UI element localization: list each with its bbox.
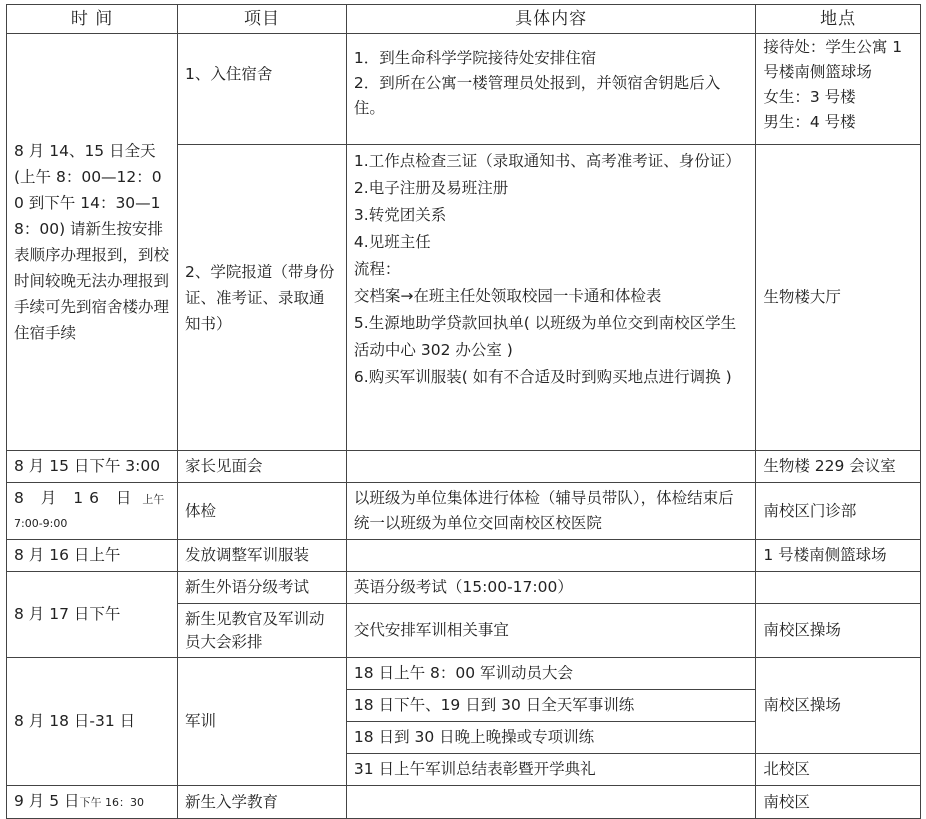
content-cell: 以班级为单位集体进行体检（辅导员带队），体检结束后统一以班级为单位交回南校区校医院 xyxy=(346,483,755,540)
location-cell-dorm xyxy=(756,34,921,145)
table-row xyxy=(7,540,921,572)
content-line: 6.购买军训服装( 如有不合适及时到购买地点进行调换 ) xyxy=(353,368,732,386)
content-cell xyxy=(346,786,755,819)
content-line: 4.见班主任 xyxy=(353,233,431,251)
time-cell xyxy=(7,786,178,819)
time-cell xyxy=(7,483,178,540)
item-cell-dorm: 1、入住宿舍 xyxy=(178,34,347,145)
time-detail: 上午 7:00-9:00 xyxy=(14,493,165,530)
content-line: 2．到所在公寓一楼管理员处报到，并领宿舍钥匙后入住。 xyxy=(353,74,721,117)
orientation-schedule-table xyxy=(6,4,921,819)
header-content: 具体内容 xyxy=(346,5,755,34)
content-cell: 18 日上午 8：00 军训动员大会 xyxy=(346,658,755,690)
time-cell: 8 月 17 日下午 xyxy=(7,572,178,658)
content-cell: 英语分级考试（15:00-17:00） xyxy=(346,572,755,604)
time-cell: 8 月 15 日下午 3:00 xyxy=(7,451,178,483)
content-cell: 31 日上午军训总结表彰暨开学典礼 xyxy=(346,754,755,786)
location-cell: 南校区操场 xyxy=(756,658,921,754)
content-line: 1.工作点检查三证（录取通知书、高考准考证、身份证） xyxy=(353,152,741,170)
location-line: 男生：4 号楼 xyxy=(763,113,856,131)
header-row xyxy=(7,5,921,34)
time-main: 9 月 5 日 xyxy=(14,792,80,810)
location-cell xyxy=(756,572,921,604)
content-cell-dorm xyxy=(346,34,755,145)
header-location: 地点 xyxy=(756,5,921,34)
time-detail: 下午 16：30 xyxy=(79,796,145,809)
content-cell xyxy=(346,451,755,483)
item-cell: 新生入学教育 xyxy=(178,786,347,819)
time-cell: 8 月 18 日-31 日 xyxy=(7,658,178,786)
location-cell: 1 号楼南侧篮球场 xyxy=(756,540,921,572)
table-row xyxy=(7,451,921,483)
content-cell: 交代安排军训相关事宜 xyxy=(346,604,755,658)
content-line: 流程： xyxy=(353,260,401,278)
content-cell: 18 日到 30 日晚上晚操或专项训练 xyxy=(346,722,755,754)
item-cell: 体检 xyxy=(178,483,347,540)
item-cell: 家长见面会 xyxy=(178,451,347,483)
location-cell: 南校区 xyxy=(756,786,921,819)
table-row xyxy=(7,572,921,604)
time-main: 8 月 16 日 xyxy=(14,489,138,507)
table-row xyxy=(7,34,921,145)
location-cell: 生物楼 229 会议室 xyxy=(756,451,921,483)
header-item: 项目 xyxy=(178,5,347,34)
content-cell-college xyxy=(346,145,755,451)
content-line: 交档案→在班主任处领取校园一卡通和体检表 xyxy=(353,287,662,305)
content-line: 2.电子注册及易班注册 xyxy=(353,179,509,197)
table-row xyxy=(7,658,921,690)
table-row xyxy=(7,786,921,819)
item-cell: 军训 xyxy=(178,658,347,786)
item-cell: 发放调整军训服装 xyxy=(178,540,347,572)
content-cell: 18 日下午、19 日到 30 日全天军事训练 xyxy=(346,690,755,722)
content-line: 3.转党团关系 xyxy=(353,206,447,224)
content-line: 5.生源地助学贷款回执单( 以班级为单位交到南校区学生活动中心 302 办公室 ) xyxy=(353,314,737,359)
location-line: 接待处：学生公寓 1 号楼南侧篮球场 xyxy=(763,38,903,81)
location-cell: 南校区操场 xyxy=(756,604,921,658)
location-cell: 南校区门诊部 xyxy=(756,483,921,540)
content-cell xyxy=(346,540,755,572)
table-row xyxy=(7,483,921,540)
location-cell-college: 生物楼大厅 xyxy=(756,145,921,451)
item-cell: 新生见教官及军训动员大会彩排 xyxy=(178,604,347,658)
time-cell: 8 月 16 日上午 xyxy=(7,540,178,572)
schedule-table-wrapper xyxy=(6,4,921,819)
location-line: 女生：3 号楼 xyxy=(763,88,856,106)
item-cell: 新生外语分级考试 xyxy=(178,572,347,604)
location-cell: 北校区 xyxy=(756,754,921,786)
item-cell-college: 2、学院报道（带身份证、准考证、录取通知书） xyxy=(178,145,347,451)
header-time: 时 间 xyxy=(7,5,178,34)
content-line: 1．到生命科学学院接待处安排住宿 xyxy=(353,49,597,67)
time-cell-checkin: 8 月 14、15 日全天(上午 8：00—12：00 到下午 14：30—18：00) 请新生按安排表顺序办理报到，到校时间较晚无法办理报到手续可先到宿舍楼办理住宿手续 xyxy=(7,34,178,451)
